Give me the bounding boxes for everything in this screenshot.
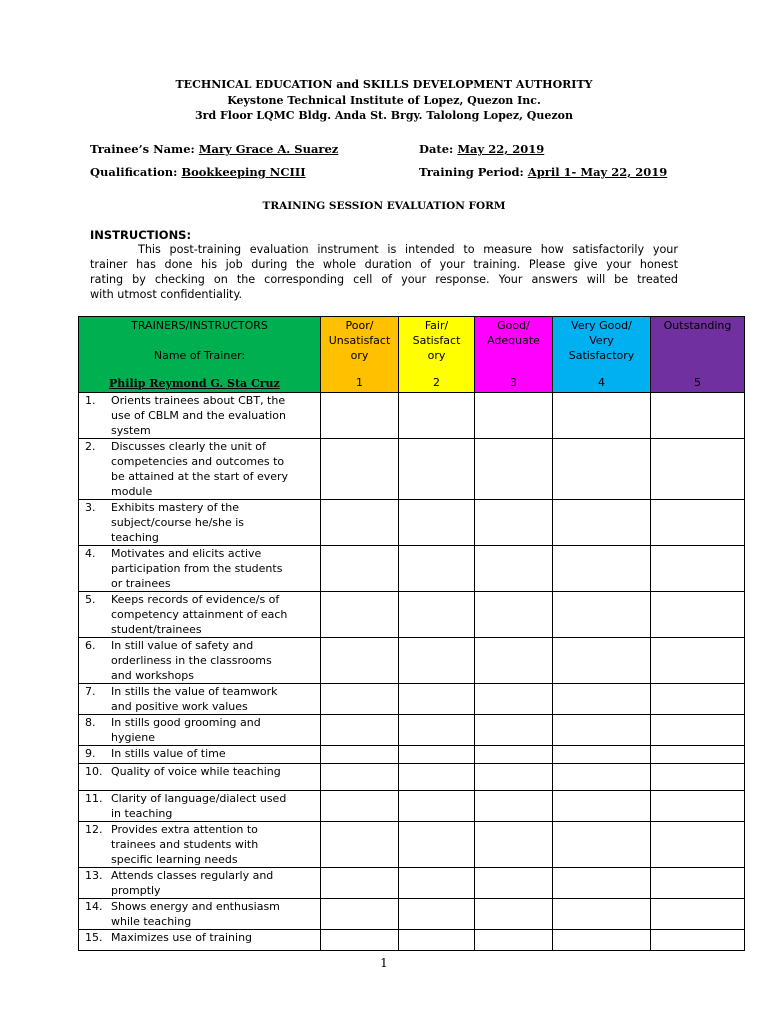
- rating-checkbox-cell-2[interactable]: [399, 439, 475, 500]
- criterion-number: 3.: [85, 501, 96, 514]
- rating-checkbox-cell-3[interactable]: [475, 546, 553, 592]
- criterion-number: 7.: [85, 685, 96, 698]
- criterion-text: [83, 592, 320, 637]
- rating-checkbox-cell-5[interactable]: [651, 791, 745, 822]
- criterion-cell: [79, 791, 321, 822]
- rating-checkbox-cell-4[interactable]: [553, 500, 651, 546]
- qualification-value: Bookkeeping NCIII: [181, 165, 306, 179]
- criterion-text-line: module: [111, 485, 153, 498]
- rating-checkbox-cell-1[interactable]: [321, 822, 399, 868]
- criterion-text-line: participation from the students: [111, 562, 283, 575]
- trainers-header-label: TRAINERS/INSTRUCTORS: [131, 319, 268, 332]
- criterion-number: 14.: [85, 900, 103, 913]
- date-label: Date:: [419, 142, 454, 156]
- date-value: May 22, 2019: [457, 142, 545, 156]
- rating-checkbox-cell-4[interactable]: [553, 930, 651, 951]
- criterion-text: [83, 746, 320, 761]
- institute-address: 3rd Floor LQMC Bldg. Anda St. Brgy. Talolong Lopez, Quezon: [195, 109, 573, 122]
- rating-checkbox-cell-3[interactable]: [475, 899, 553, 930]
- criterion-cell: [79, 868, 321, 899]
- rating-number: 3: [510, 376, 517, 389]
- rating-checkbox-cell-4[interactable]: [553, 899, 651, 930]
- criterion-number: 1.: [85, 394, 96, 407]
- criterion-number: 9.: [85, 747, 96, 760]
- criterion-cell: [79, 592, 321, 638]
- criterion-cell: [79, 546, 321, 592]
- instructions-heading: INSTRUCTIONS:: [90, 228, 192, 242]
- rating-checkbox-cell-5[interactable]: [651, 899, 745, 930]
- rating-number: 1: [356, 376, 363, 389]
- rating-checkbox-cell-1[interactable]: [321, 715, 399, 746]
- criterion-text-line: while teaching: [111, 915, 192, 928]
- rating-label-line: Satisfactory: [568, 349, 635, 362]
- rating-checkbox-cell-1[interactable]: [321, 746, 399, 764]
- criterion-text: [83, 393, 320, 438]
- criterion-row: [79, 764, 745, 791]
- rating-label-line: Poor/: [345, 319, 374, 332]
- rating-checkbox-cell-3[interactable]: [475, 638, 553, 684]
- rating-checkbox-cell-5[interactable]: [651, 822, 745, 868]
- criterion-text: [83, 638, 320, 683]
- rating-checkbox-cell-5[interactable]: [651, 592, 745, 638]
- rating-number: 5: [694, 376, 701, 389]
- criterion-text-line: and positive work values: [111, 700, 248, 713]
- criterion-row: [79, 684, 745, 715]
- rating-checkbox-cell-3[interactable]: [475, 684, 553, 715]
- rating-checkbox-cell-1[interactable]: [321, 500, 399, 546]
- criterion-text-line: in teaching: [111, 807, 173, 820]
- rating-checkbox-cell-3[interactable]: [475, 439, 553, 500]
- criterion-text-line: student/trainees: [111, 623, 202, 636]
- trainee-name-label: Trainee’s Name:: [90, 142, 195, 156]
- criterion-text-line: hygiene: [111, 731, 156, 744]
- rating-checkbox-cell-4[interactable]: [553, 822, 651, 868]
- rating-checkbox-cell-5[interactable]: [651, 868, 745, 899]
- rating-checkbox-cell-2[interactable]: [399, 822, 475, 868]
- criterion-cell: [79, 746, 321, 764]
- rating-checkbox-cell-4[interactable]: [553, 791, 651, 822]
- rating-header-3: [475, 317, 553, 393]
- rating-checkbox-cell-1[interactable]: [321, 764, 399, 791]
- criterion-cell: [79, 715, 321, 746]
- criterion-text-line: Clarity of language/dialect used: [111, 792, 287, 805]
- criterion-text: [83, 684, 320, 714]
- rating-checkbox-cell-1[interactable]: [321, 791, 399, 822]
- criterion-text-line: use of CBLM and the evaluation: [111, 409, 287, 422]
- page-number: 1: [380, 956, 388, 970]
- criterion-row: [79, 439, 745, 500]
- rating-number: 2: [433, 376, 440, 389]
- criterion-text: [83, 791, 320, 821]
- criterion-text-line: and workshops: [111, 669, 194, 682]
- criterion-text-line: promptly: [111, 884, 161, 897]
- rating-checkbox-cell-3[interactable]: [475, 746, 553, 764]
- criterion-row: [79, 822, 745, 868]
- rating-checkbox-cell-3[interactable]: [475, 868, 553, 899]
- criterion-text-line: In stills value of time: [111, 747, 226, 760]
- training-period-field: [419, 165, 667, 179]
- qualification-label: Qualification:: [90, 165, 178, 179]
- trainer-name-value: Philip Reymond G. Sta Cruz: [109, 377, 280, 390]
- criterion-cell: [79, 439, 321, 500]
- criterion-text: [83, 899, 320, 929]
- criterion-cell: [79, 899, 321, 930]
- criterion-text-line: competency attainment of each: [111, 608, 288, 621]
- rating-checkbox-cell-3[interactable]: [475, 500, 553, 546]
- rating-checkbox-cell-2[interactable]: [399, 715, 475, 746]
- criterion-cell: [79, 638, 321, 684]
- criterion-row: [79, 746, 745, 764]
- rating-checkbox-cell-4[interactable]: [553, 592, 651, 638]
- criterion-text-line: Orients trainees about CBT, the: [111, 394, 286, 407]
- rating-checkbox-cell-2[interactable]: [399, 638, 475, 684]
- rating-checkbox-cell-3[interactable]: [475, 822, 553, 868]
- criterion-text-line: Motivates and elicits active: [111, 547, 262, 560]
- rating-checkbox-cell-2[interactable]: [399, 930, 475, 951]
- rating-checkbox-cell-4[interactable]: [553, 868, 651, 899]
- criterion-number: 5.: [85, 593, 96, 606]
- rating-label-line: Unsatisfact: [328, 334, 391, 347]
- criterion-row: [79, 500, 745, 546]
- rating-number: 4: [598, 376, 605, 389]
- criterion-text-line: competencies and outcomes to: [111, 455, 285, 468]
- instructions-line: rating by checking on the corresponding cell of your response. Your answers will be treated: [90, 273, 678, 286]
- criterion-text-line: system: [111, 424, 151, 437]
- rating-header-4: [553, 317, 651, 393]
- rating-checkbox-cell-4[interactable]: [553, 764, 651, 791]
- criterion-text: [83, 822, 320, 867]
- rating-label-line: Outstanding: [663, 319, 732, 332]
- rating-checkbox-cell-5[interactable]: [651, 930, 745, 951]
- rating-checkbox-cell-4[interactable]: [553, 393, 651, 439]
- criterion-text-line: or trainees: [111, 577, 171, 590]
- org-title: TECHNICAL EDUCATION and SKILLS DEVELOPMENT AUTHORITY: [175, 78, 593, 91]
- criterion-text-line: Exhibits mastery of the: [111, 501, 240, 514]
- criterion-row: [79, 393, 745, 439]
- rating-checkbox-cell-3[interactable]: [475, 930, 553, 951]
- criterion-row: [79, 791, 745, 822]
- criterion-row: [79, 715, 745, 746]
- criterion-text-line: Keeps records of evidence/s of: [111, 593, 280, 606]
- rating-checkbox-cell-1[interactable]: [321, 899, 399, 930]
- rating-checkbox-cell-1[interactable]: [321, 592, 399, 638]
- rating-label-line: Very: [589, 334, 614, 347]
- criterion-text-line: Attends classes regularly and: [111, 869, 274, 882]
- rating-checkbox-cell-5[interactable]: [651, 439, 745, 500]
- trainee-name-value: Mary Grace A. Suarez: [198, 142, 339, 156]
- criterion-row: [79, 899, 745, 930]
- rating-label-line: Adequate: [487, 334, 540, 347]
- criterion-number: 13.: [85, 869, 103, 882]
- criterion-cell: [79, 500, 321, 546]
- criterion-text-line: In stills good grooming and: [111, 716, 261, 729]
- rating-checkbox-cell-5[interactable]: [651, 500, 745, 546]
- rating-checkbox-cell-4[interactable]: [553, 439, 651, 500]
- rating-checkbox-cell-4[interactable]: [553, 546, 651, 592]
- rating-checkbox-cell-1[interactable]: [321, 638, 399, 684]
- criterion-text-line: specific learning needs: [111, 853, 238, 866]
- rating-checkbox-cell-5[interactable]: [651, 684, 745, 715]
- criterion-cell: [79, 684, 321, 715]
- criterion-text: [83, 868, 320, 898]
- rating-checkbox-cell-3[interactable]: [475, 592, 553, 638]
- institute-name: Keystone Technical Institute of Lopez, Quezon Inc.: [227, 94, 541, 107]
- rating-checkbox-cell-4[interactable]: [553, 746, 651, 764]
- rating-checkbox-cell-3[interactable]: [475, 715, 553, 746]
- rating-checkbox-cell-1[interactable]: [321, 930, 399, 951]
- rating-label-line: Fair/: [424, 319, 449, 332]
- criterion-number: 2.: [85, 440, 96, 453]
- criterion-row: [79, 638, 745, 684]
- qualification-field: [90, 165, 306, 179]
- trainee-name-field: [90, 142, 338, 156]
- criterion-cell: [79, 393, 321, 439]
- rating-checkbox-cell-2[interactable]: [399, 899, 475, 930]
- criterion-number: 8.: [85, 716, 96, 729]
- rating-checkbox-cell-2[interactable]: [399, 791, 475, 822]
- criterion-number: 6.: [85, 639, 96, 652]
- rating-checkbox-cell-4[interactable]: [553, 684, 651, 715]
- trainer-header-cell: [79, 317, 321, 393]
- criterion-text-line: trainees and students with: [111, 838, 259, 851]
- criterion-text: [83, 546, 320, 591]
- rating-checkbox-cell-5[interactable]: [651, 764, 745, 791]
- rating-checkbox-cell-1[interactable]: [321, 684, 399, 715]
- criterion-text: [83, 764, 320, 779]
- rating-label-line: ory: [350, 349, 369, 362]
- criterion-cell: [79, 930, 321, 951]
- rating-checkbox-cell-5[interactable]: [651, 715, 745, 746]
- rating-checkbox-cell-4[interactable]: [553, 715, 651, 746]
- rating-checkbox-cell-2[interactable]: [399, 868, 475, 899]
- instructions-line: This post-training evaluation instrument is intended to measure how satisfactorily your: [138, 243, 678, 256]
- training-period-value: April 1- May 22, 2019: [527, 165, 668, 179]
- criterion-text: [83, 715, 320, 745]
- rating-checkbox-cell-1[interactable]: [321, 439, 399, 500]
- training-period-label: Training Period:: [419, 165, 524, 179]
- criterion-text-line: orderliness in the classrooms: [111, 654, 272, 667]
- rating-checkbox-cell-3[interactable]: [475, 393, 553, 439]
- criterion-row: [79, 868, 745, 899]
- rating-checkbox-cell-2[interactable]: [399, 546, 475, 592]
- rating-label-line: Very Good/: [571, 319, 632, 332]
- rating-checkbox-cell-3[interactable]: [475, 764, 553, 791]
- trainer-name-label: Name of Trainer:: [153, 349, 246, 362]
- criterion-row: [79, 592, 745, 638]
- criterion-cell: [79, 822, 321, 868]
- rating-checkbox-cell-1[interactable]: [321, 393, 399, 439]
- rating-checkbox-cell-2[interactable]: [399, 746, 475, 764]
- criterion-text-line: In stills the value of teamwork: [111, 685, 278, 698]
- rating-label-line: Satisfact: [412, 334, 461, 347]
- rating-header-2: [399, 317, 475, 393]
- rating-checkbox-cell-1[interactable]: [321, 868, 399, 899]
- criterion-text-line: Shows energy and enthusiasm: [111, 900, 280, 913]
- criterion-number: 4.: [85, 547, 96, 560]
- rating-checkbox-cell-5[interactable]: [651, 546, 745, 592]
- criterion-text-line: Maximizes use of training: [111, 931, 253, 944]
- rating-header-1: [321, 317, 399, 393]
- criterion-text-line: be attained at the start of every: [111, 470, 289, 483]
- rating-label-line: Good/: [497, 319, 530, 332]
- criterion-row: [79, 546, 745, 592]
- criterion-text: [83, 930, 320, 945]
- rating-header-5: [651, 317, 745, 393]
- rating-checkbox-cell-5[interactable]: [651, 746, 745, 764]
- rating-checkbox-cell-2[interactable]: [399, 592, 475, 638]
- criterion-cell: [79, 764, 321, 791]
- instructions-line: with utmost confidentiality.: [90, 288, 243, 301]
- rating-checkbox-cell-2[interactable]: [399, 764, 475, 791]
- rating-checkbox-cell-3[interactable]: [475, 791, 553, 822]
- table-header-row: [79, 317, 745, 393]
- criterion-number: 11.: [85, 792, 103, 805]
- rating-checkbox-cell-1[interactable]: [321, 546, 399, 592]
- rating-checkbox-cell-4[interactable]: [553, 638, 651, 684]
- rating-label-line: ory: [427, 349, 446, 362]
- rating-checkbox-cell-2[interactable]: [399, 393, 475, 439]
- criterion-text-line: Provides extra attention to: [111, 823, 258, 836]
- criterion-text-line: Discusses clearly the unit of: [111, 440, 266, 453]
- date-field: [419, 142, 544, 156]
- criterion-number: 10.: [85, 765, 103, 778]
- criterion-text: [83, 500, 320, 545]
- criterion-number: 15.: [85, 931, 103, 944]
- form-title: TRAINING SESSION EVALUATION FORM: [262, 200, 506, 212]
- rating-checkbox-cell-5[interactable]: [651, 393, 745, 439]
- rating-checkbox-cell-2[interactable]: [399, 684, 475, 715]
- criterion-text-line: teaching: [111, 531, 159, 544]
- instructions-line: trainer has done his job during the whole duration of your training. Please give your honest: [90, 258, 678, 271]
- criterion-number: 12.: [85, 823, 103, 836]
- rating-checkbox-cell-2[interactable]: [399, 500, 475, 546]
- criterion-row: [79, 930, 745, 951]
- evaluation-table: [78, 316, 745, 951]
- criterion-text-line: subject/course he/she is: [111, 516, 245, 529]
- criterion-text: [83, 439, 320, 499]
- criterion-text-line: In still value of safety and: [111, 639, 254, 652]
- criterion-text-line: Quality of voice while teaching: [111, 765, 281, 778]
- rating-checkbox-cell-5[interactable]: [651, 638, 745, 684]
